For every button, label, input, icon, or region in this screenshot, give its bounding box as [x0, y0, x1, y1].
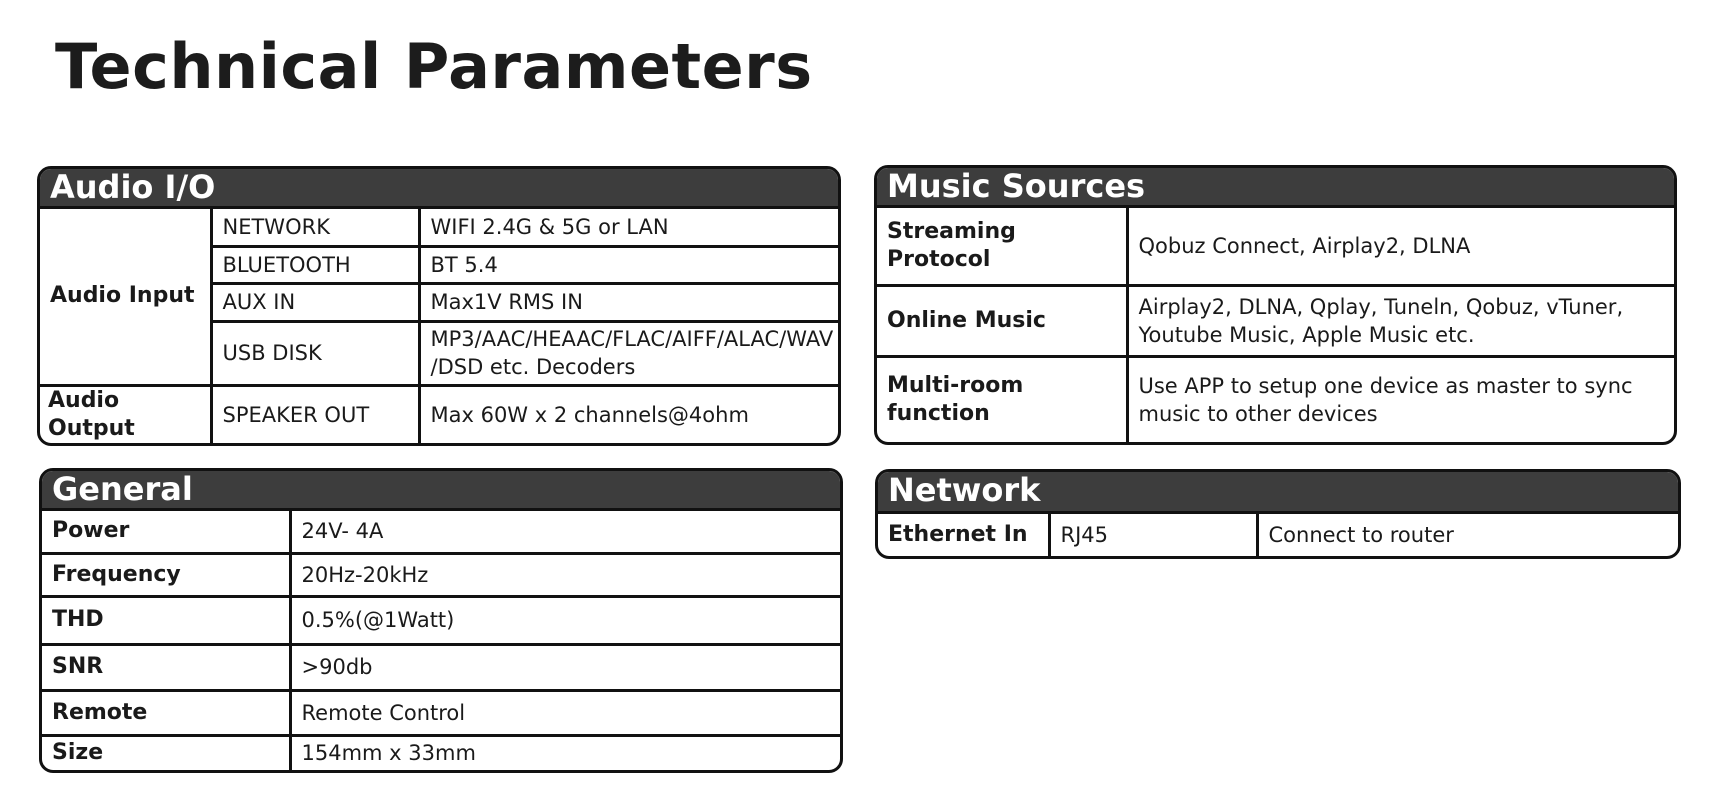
power-value: 24V- 4A	[290, 511, 840, 553]
audio-input-label: Audio Input	[40, 209, 211, 385]
table-row	[878, 514, 1678, 556]
page-title: Technical Parameters	[55, 30, 813, 103]
table-row	[877, 356, 1674, 442]
ethernet-value: Connect to router	[1268, 523, 1454, 547]
table-row	[877, 208, 1674, 285]
network-table	[878, 514, 1678, 556]
remote-value: Remote Control	[290, 690, 840, 735]
input-name: USB DISK	[211, 321, 419, 385]
table-row	[42, 735, 840, 770]
table-row	[877, 285, 1674, 356]
audio-io-panel	[37, 166, 841, 446]
general-table	[42, 511, 840, 770]
input-value: Max1V RMS IN	[419, 283, 838, 321]
power-label: Power	[42, 511, 290, 553]
input-value: MP3/AAC/HEAAC/FLAC/AIFF/ALAC/WAV /DSD etc. Decoders	[419, 321, 838, 385]
music-sources-header: Music Sources	[877, 168, 1674, 208]
general-header: General	[42, 471, 840, 511]
online-music-value: Airplay2, DLNA, Qplay, Tuneln, Qobuz, vTuner, Youtube Music, Apple Music etc.	[1127, 285, 1674, 356]
input-value: BT 5.4	[419, 246, 838, 283]
network-header: Network	[878, 472, 1678, 514]
audio-io-table	[40, 209, 838, 443]
multi-room-value: Use APP to setup one device as master to sync music to other devices	[1138, 373, 1633, 426]
size-label: Size	[42, 735, 290, 770]
thd-value: 0.5%(@1Watt)	[290, 596, 840, 644]
online-music-label: Online Music	[877, 285, 1127, 356]
table-row	[42, 690, 840, 735]
table-row	[42, 511, 840, 553]
audio-output-label: Audio Output	[40, 385, 211, 443]
multi-room-label: Multi-room function	[877, 356, 1127, 442]
snr-label: SNR	[42, 644, 290, 690]
thd-label: THD	[42, 596, 290, 644]
music-sources-table	[877, 208, 1674, 442]
general-panel	[39, 468, 843, 773]
output-name: SPEAKER OUT	[211, 385, 419, 443]
remote-label: Remote	[42, 690, 290, 735]
table-row	[40, 209, 838, 246]
table-row	[42, 644, 840, 690]
size-value: 154mm x 33mm	[301, 741, 476, 766]
frequency-value: 20Hz-20kHz	[290, 553, 840, 596]
table-row	[42, 596, 840, 644]
snr-value: >90db	[290, 644, 840, 690]
audio-io-header: Audio I/O	[40, 169, 838, 209]
input-name: NETWORK	[211, 209, 419, 246]
input-name: BLUETOOTH	[211, 246, 419, 283]
streaming-protocol-value: Qobuz Connect, Airplay2, DLNA	[1127, 208, 1674, 285]
ethernet-in-label: Ethernet In	[878, 514, 1049, 556]
table-row	[42, 553, 840, 596]
ethernet-port: RJ45	[1049, 514, 1257, 556]
output-value: Max 60W x 2 channels@4ohm	[430, 402, 749, 427]
network-panel	[875, 469, 1681, 559]
streaming-protocol-label: Streaming Protocol	[877, 208, 1127, 285]
input-name: AUX IN	[211, 283, 419, 321]
music-sources-panel	[874, 165, 1677, 445]
input-value: WIFI 2.4G & 5G or LAN	[419, 209, 838, 246]
table-row	[40, 385, 838, 443]
frequency-label: Frequency	[42, 553, 290, 596]
